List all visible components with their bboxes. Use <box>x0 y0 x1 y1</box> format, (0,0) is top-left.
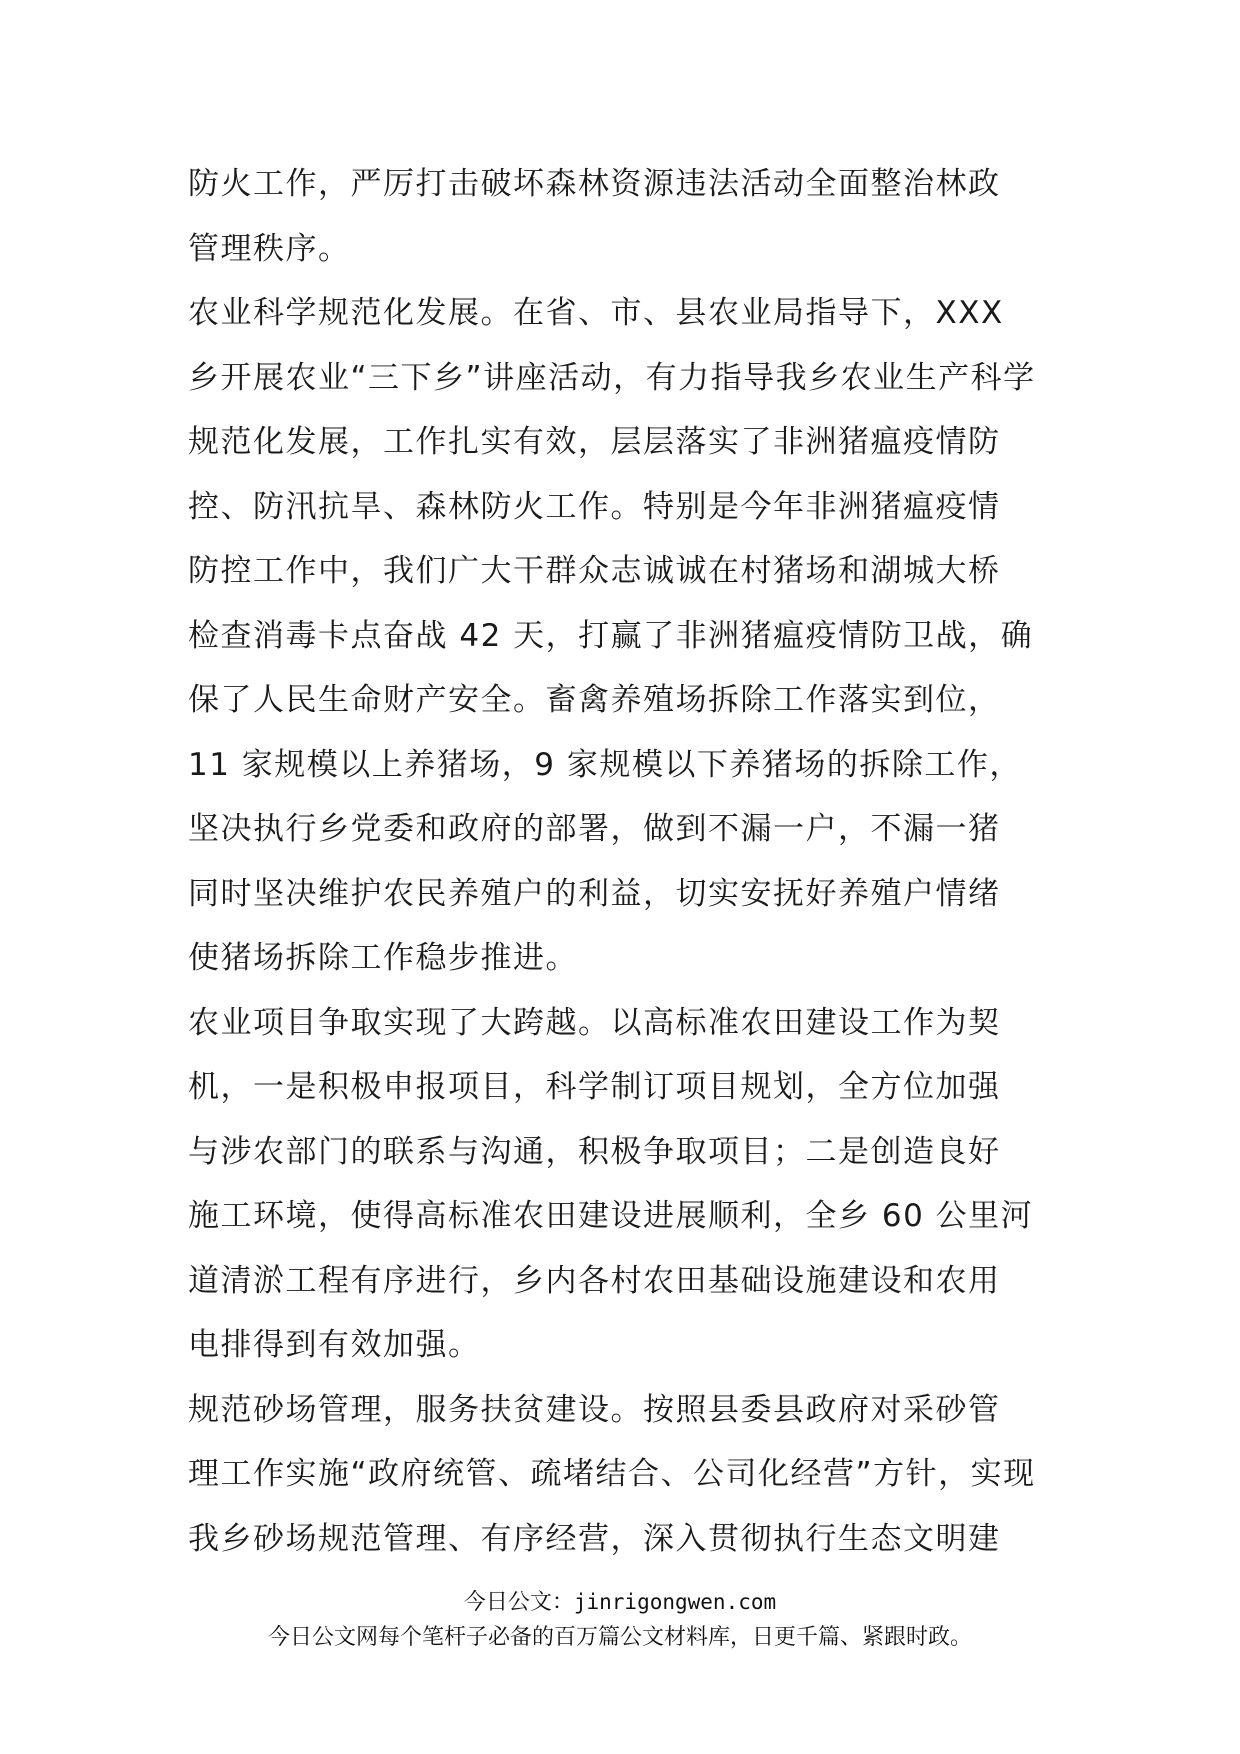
footer-label: 今日公文： <box>463 1590 574 1615</box>
body-line: 规范化发展，工作扎实有效，层层落实了非洲猪瘟疫情防 <box>188 424 1001 460</box>
footer-source <box>0 1584 1240 1620</box>
body-line: 农业科学规范化发展。在省、市、县农业局指导下，XXX <box>188 295 1004 331</box>
body-line: 乡开展农业“三下乡”讲座活动，有力指导我乡农业生产科学 <box>188 359 1036 396</box>
body-line: 道清淤工程有序进行，乡内各村农田基础设施建设和农用 <box>188 1262 1001 1299</box>
body-line: 保了人民生命财产安全。畜禽养殖场拆除工作落实到位， <box>188 682 1001 718</box>
body-line: 电排得到有效加强。 <box>188 1327 481 1363</box>
body-line: 机，一是积极申报项目，科学制订项目规划，全方位加强 <box>188 1069 1001 1105</box>
page-footer <box>0 1584 1240 1656</box>
body-line: 同时坚决维护农民养殖户的利益，切实安抚好养殖户情绪 <box>188 875 1001 912</box>
body-line: 理工作实施“政府统管、疏堵结合、公司化经营”方针，实现 <box>188 1456 1036 1492</box>
footer-slogan: 今日公文网每个笔杆子必备的百万篇公文材料库，日更千篇、紧跟时政。 <box>267 1625 972 1650</box>
body-line: 检查消毒卡点奋战 42 天，打赢了非洲猪瘟疫情防卫战，确 <box>188 617 1034 654</box>
body-line: 规范砂场管理，服务扶贫建设。按照县委县政府对采砂管 <box>188 1391 1001 1428</box>
body-line: 与涉农部门的联系与沟通，积极争取项目；二是创造良好 <box>188 1133 1001 1170</box>
body-line: 控、防汛抗旱、森林防火工作。特别是今年非洲猪瘟疫情 <box>188 488 1001 525</box>
body-line: 我乡砂场规范管理、有序经营，深入贯彻执行生态文明建 <box>188 1520 1001 1557</box>
body-line: 坚决执行乡党委和政府的部署，做到不漏一户，不漏一猪 <box>188 811 1001 847</box>
body-line: 防火工作，严厉打击破坏森林资源违法活动全面整治林政 <box>188 166 1001 202</box>
body-line: 管理秩序。 <box>188 230 351 267</box>
document-body <box>188 152 1068 1571</box>
body-line: 11 家规模以上养猪场，9 家规模以下养猪场的拆除工作， <box>188 746 1022 783</box>
body-line: 施工环境，使得高标准农田建设进展顺利，全乡 60 公里河 <box>188 1198 1034 1234</box>
body-line: 防控工作中，我们广大干群众志诚诚在村猪场和湖城大桥 <box>188 553 1001 589</box>
body-line: 使猪场拆除工作稳步推进。 <box>188 940 578 976</box>
footer-url-link[interactable]: jinrigongwen.com <box>573 1590 777 1614</box>
body-line: 农业项目争取实现了大跨越。以高标准农田建设工作为契 <box>188 1004 1001 1041</box>
